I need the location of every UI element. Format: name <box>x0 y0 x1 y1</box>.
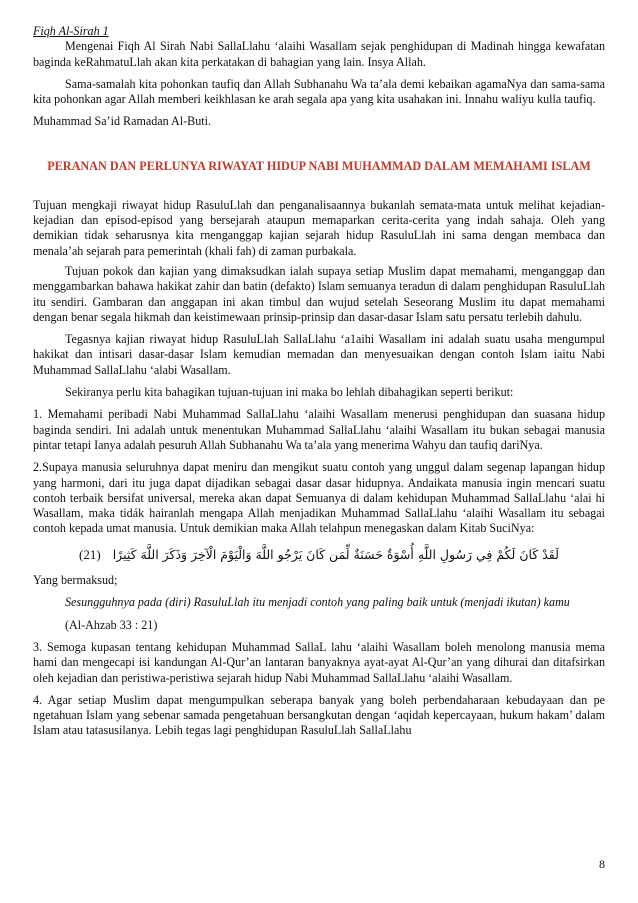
list-item-1: 1. Memahami peribadi Nabi Muhammad SallaLlahu ‘alaihi Wasallam menerusi penghidupan dan suasana hidup baginda sendiri. Ini adalah untuk menentukan Muhammad SallaLlahu ‘alaihi Wasallam itu bukan sebagai manusia pintar tetapi Ianya adalah pesuruh Allah Subhanahu Wa ta’ala yang menerima Wahyu dan taufiq dariNya. <box>33 407 605 452</box>
meaning-label: Yang bermaksud; <box>33 573 118 588</box>
author-signature: Muhammad Sa’id Ramadan Al-Buti. <box>33 114 212 129</box>
quran-verse <box>33 547 605 562</box>
arabic-verse-text: لَقَدْ كَانَ لَكُمْ فِي رَسُولِ اللَّهِ أُسْوَةٌ حَسَنَةٌ لِّمَن كَانَ يَرْجُو اللَّهَ وَالْيَوْمَ الْآخِرَ وَذَكَرَ اللَّهَ كَثِيرًا <box>112 546 559 562</box>
body-paragraph-4: Sekiranya perlu kita bahagikan tujuan-tujuan ini maka bo lehlah dibahagikan seperti berikut: <box>65 385 514 400</box>
verse-source: (Al-Ahzab 33 : 21) <box>65 617 158 632</box>
page-number: 8 <box>599 857 605 871</box>
body-paragraph-3: Tegasnya kajian riwayat hidup RasuluLlah SallaLlahu ‘a1aihi Wasallam ini adalah suatu usaha mengumpul hakikat dan intisari dasar-dasar Islam kemudian memadan dan menyesuaikan dengan contoh Islam iaitu Nabi Muhammad SallaLlahu ‘alabi Wasallam. <box>33 332 605 377</box>
running-header: Fiqh Al-Sirah 1 <box>33 24 109 38</box>
body-paragraph-1: Tujuan mengkaji riwayat hidup RasuluLlah dan penganalisaannya bukanlah semata-mata untuk melihat kejadian-kejadian dan episod-episod yang bersejarah ataupun memaparkan cerita-cerita yang indah sahaja. Oleh yang demikian tidak seharusnya kita rnenganggap kajian sejarah hidup RasuluLlah ini sama dengan membaca dan menala’ah sejarah para pemerintah (khali fah) di zaman purbakala. <box>33 197 605 258</box>
list-item-2: 2.Supaya manusia seluruhnya dapat meniru dan mengikut suatu contoh yang unggul dalam segenap lapangan hidup yang harmoni, dari itu juga dapat dijadikan sebagai dasar dasar hidupnya. Andaikata manusia ingin mencari suatu contoh terbaik bersifat universal, mereka akan dapat Semuanya di dalam kehidupan Muhammad SallaLlahu ‘alai hi Wasallam, maka tidák hairanlah mengapa Allah menjadikan Muhammad SallaLlahu ‘alaihi Wasallam itu sebagai contoh kepada umat manusia. Untuk demikian maka Allah telahpun menegaskan dalam Kitab SuciNya: <box>33 460 605 536</box>
list-item-4: 4. Agar setiap Muslim dapat mengumpulkan seberapa banyak yang boleh perbendaharaan kebudayaan dan pe ngetahuan Islam yang sebenar samada pengetahuan bersangkutan dengan ‘aqidah kepercayaan, hukum hakam’ dalam Islam atau tatasusilanya. Lebih tegas lagi penghidupan RasuluLlah SallaLlahu <box>33 692 605 738</box>
verse-translation: Sesungguhnya pada (diri) RasuluLlah itu menjadi contoh yang paling baik untuk (menjadi ikutan) kamu <box>65 595 570 610</box>
body-paragraph-2: Tujuan pokok dan kajian yang dimaksudkan ialah supaya setiap Muslim dapat memahami, menganggap dan menggambarkan bahawa hakikat zahir dan batin (defakto) Islam semuanya teradun di dalam penghidupan RasuluLlah itu sendiri. Gambaran dan anggapan ini akan timbul dan wujud setelah Seseorang Muslim itu dapat memahami dengan benar segala hikmah dan keistimewaan prinsip-prinsip dan dasar-dasar Islam satu persatu terlebih dahulu. <box>33 263 605 324</box>
intro-paragraph-2: Sama-samalah kita pohonkan taufiq dan Allah Subhanahu Wa ta’ala demi kebaikan agamaNya dan sama-sama kita pohonkan agar Allah memberi keikhlasan ke arah segala apa yang kita usahakan ini. Innahu waliyu kulla taufiq. <box>33 76 605 107</box>
verse-number: (21) <box>79 546 101 562</box>
list-item-3: 3. Semoga kupasan tentang kehidupan Muhammad SallaL lahu ‘alaihi Wasallam boleh menolong manusia mema hami dan mengecapi isi kandungan Al-Qur’an lantaran banyaknya ayat-ayat Al-Qur’an yang dihurai dan ditafsirkan oleh kejadian dan peristiwa-peristiwa sejarah hidup Nabi Muhammad SallaLlahu ‘alaihi Wasallam. <box>33 639 605 685</box>
document-page <box>33 24 605 739</box>
section-title: PERANAN DAN PERLUNYA RIWAYAT HIDUP NABI MUHAMMAD DALAM MEMAHAMI ISLAM <box>47 158 591 173</box>
intro-paragraph-1: Mengenai Fiqh Al Sirah Nabi SallaLlahu ‘alaihi Wasallam sejak penghidupan di Madinah hingga kewafatan baginda keRahmatuLlah akan kita perkatakan di bahagian yang lain. Insya Allah. <box>33 39 605 69</box>
